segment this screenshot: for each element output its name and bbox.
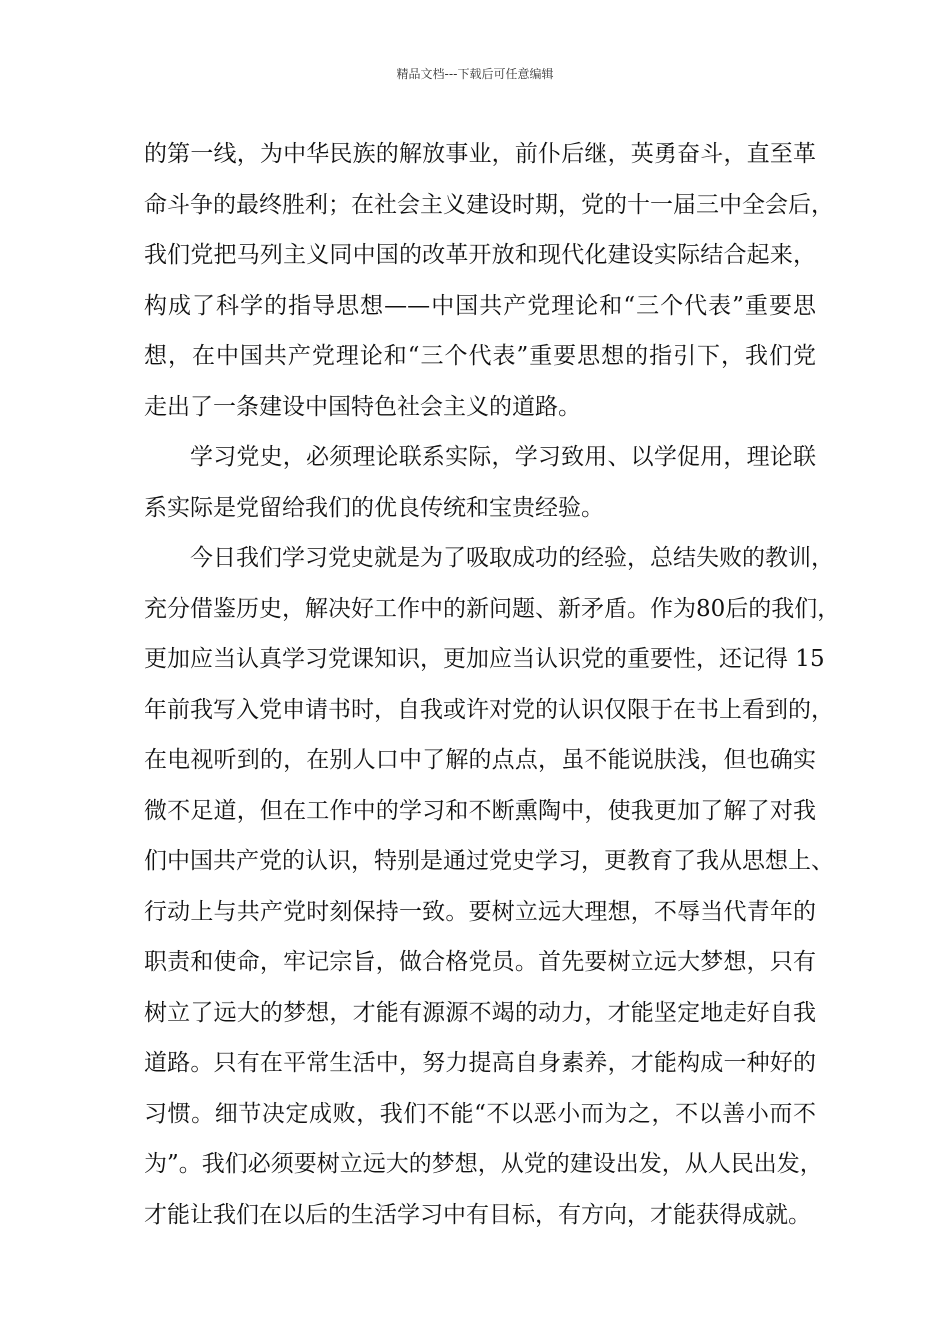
text-line: 们中国共产党的认识，特别是通过党史学习，更教育了我从思想上、 bbox=[144, 848, 834, 874]
paragraph bbox=[144, 129, 834, 432]
text-line: 年前我写入党申请书时，自我或许对党的认识仅限于在书上看到的， bbox=[144, 696, 834, 723]
text-line: 为”。我们必须要树立远大的梦想，从党的建设出发，从人民出发， bbox=[144, 1151, 823, 1177]
text-line: 充分借鉴历史，解决好工作中的新问题、新矛盾。作为80后的我们， bbox=[144, 595, 841, 622]
text-line: 道路。只有在平常生活中，努力提高自身素养，才能构成一种好的 bbox=[144, 1050, 816, 1076]
text-line: 构成了科学的指导思想——中国共产党理论和“三个代表”重要思 bbox=[144, 292, 816, 319]
text-line: 在电视听到的，在别人口中了解的点点，虽不能说肤浅，但也确实 bbox=[144, 747, 816, 773]
document-body bbox=[144, 129, 841, 1240]
text-line: 我们党把马列主义同中国的改革开放和现代化建设实际结合起来， bbox=[144, 242, 816, 268]
page-header: 精品文档---下载后可任意编辑 bbox=[396, 67, 554, 81]
paragraph bbox=[144, 432, 816, 533]
text-line: 的第一线，为中华民族的解放事业，前仆后继，英勇奋斗，直至革 bbox=[144, 141, 816, 167]
text-line: 树立了远大的梦想，才能有源源不竭的动力，才能坚定地走好自我 bbox=[144, 999, 816, 1026]
text-line: 行动上与共产党时刻保持一致。要树立远大理想，不辱当代青年的 bbox=[144, 898, 816, 925]
text-line: 系实际是党留给我们的优良传统和宝贵经验。 bbox=[144, 494, 604, 521]
text-line: 想，在中国共产党理论和“三个代表”重要思想的指引下，我们党 bbox=[144, 343, 816, 369]
text-line: 微不足道，但在工作中的学习和不断熏陶中，使我更加了解了对我 bbox=[144, 797, 816, 824]
paragraph bbox=[144, 533, 841, 1240]
text-line: 职责和使命，牢记宗旨，做合格党员。首先要树立远大梦想，只有 bbox=[144, 949, 816, 975]
text-line: 更加应当认真学习党课知识，更加应当认识党的重要性，还记得 15 bbox=[144, 646, 825, 672]
text-line: 今日我们学习党史就是为了吸取成功的经验，总结失败的教训， bbox=[190, 545, 834, 571]
text-line: 学习党史，必须理论联系实际，学习致用、以学促用，理论联 bbox=[190, 444, 816, 470]
text-line: 才能让我们在以后的生活学习中有目标，有方向，才能获得成就。 bbox=[144, 1201, 811, 1228]
text-line: 习惯。细节决定成败，我们不能“不以恶小而为之，不以善小而不 bbox=[144, 1100, 816, 1127]
text-line: 命斗争的最终胜利；在社会主义建设时期，党的十一届三中全会后， bbox=[144, 191, 834, 218]
text-line: 走出了一条建设中国特色社会主义的道路。 bbox=[144, 393, 581, 420]
